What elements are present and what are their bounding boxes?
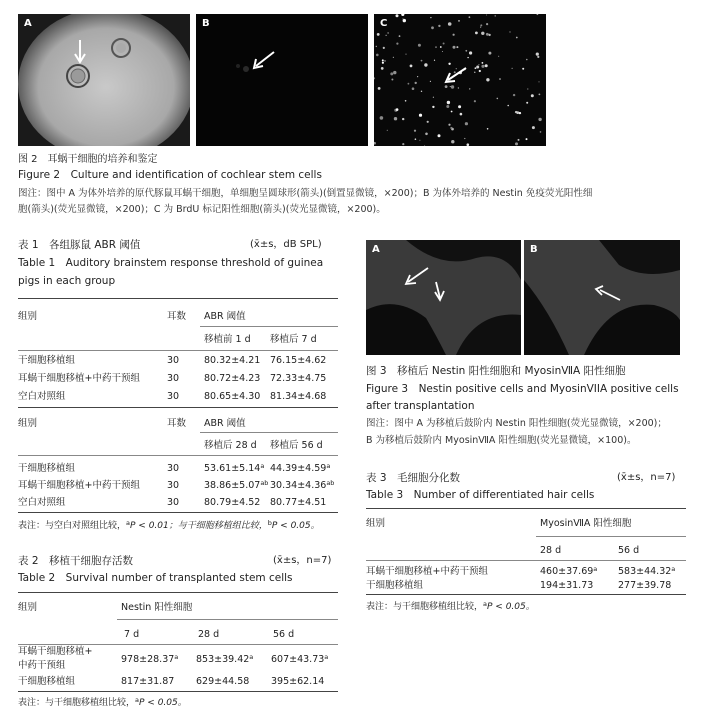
table2-row1-group-line2: 中药干预组 [18, 660, 66, 671]
table3-row1-v2: 583±44.32$^a$ [618, 565, 676, 577]
table2-sub-56d: 56 d [273, 629, 295, 640]
table2-sub-7d: 7 d [124, 629, 140, 640]
table1-col-group-2: 组别 [18, 418, 38, 429]
table2-col-head: Nestin 阳性细胞 [121, 602, 193, 613]
table3-col-group: 组别 [366, 518, 386, 529]
panel-label-a: A [24, 18, 32, 29]
table1-col-n: 耳数 [167, 311, 187, 322]
figure3-note-line2: B 为移植后鼓阶内 MyosinⅦA 阳性细胞(荧光显微镜，×100)。 [366, 435, 637, 446]
table1-sub1-b: 移植后 7 d [270, 334, 317, 345]
brdu-image [374, 14, 546, 146]
table1-row3-v2: 81.34±4.68 [270, 391, 327, 402]
table2-note: 表注：与干细胞移植组比较，$^a$P < 0.05。 [18, 696, 187, 708]
figure3-note-line1: 图注：图中 A 为移植后鼓阶内 Nestin 阳性细胞(荧光显微镜，×200)； [366, 418, 667, 429]
table2-row1-v1: 978±28.37$^a$ [121, 653, 179, 665]
table1-title-cn: 表 1 各组豚鼠 ABR 阈值 [18, 239, 141, 251]
table1-row1-group: 干细胞移植组 [18, 355, 76, 366]
fig3-panel-label-b: B [530, 244, 538, 255]
table3-title-cn: 表 3 毛细胞分化数 [366, 472, 461, 484]
figure2-caption-cn: 图 2 耳蜗干细胞的培养和鉴定 [18, 154, 158, 165]
table3-row1-group: 耳蜗干细胞移植+中药干预组 [366, 566, 488, 577]
nestin-tissue-image [366, 240, 521, 355]
table2-title-en: Table 2 Survival number of transplanted stem cells [18, 572, 293, 584]
table1-col-abr-2: ABR 阈值 [204, 418, 246, 429]
table3-note: 表注：与干细胞移植组比较，$^a$P < 0.05。 [366, 600, 535, 612]
table2-row1-v3: 607±43.73$^a$ [271, 653, 329, 665]
table3-sub-56d: 56 d [618, 545, 640, 556]
table1-row4-v1: 53.61±5.14$^a$ [204, 462, 265, 474]
panel-label-b: B [202, 18, 210, 29]
table1-row2-v2: 72.33±4.75 [270, 373, 327, 384]
figure3-panel-a [366, 240, 521, 355]
table3-title-en: Table 3 Number of differentiated hair cells [366, 489, 595, 501]
fluorescence-image [196, 14, 368, 146]
figure2-panel-a [18, 14, 190, 146]
table1-unit: (x̄±s，dB SPL) [250, 239, 322, 250]
table1-row5-v1: 38.86±5.07$^{ab}$ [204, 479, 269, 491]
table1-title-en-line1: Table 1 Auditory brainstem response threshold of guinea [18, 257, 324, 269]
figure2-panel-c [374, 14, 546, 146]
table1-row2-n: 30 [167, 373, 180, 384]
table1-col-abr: ABR 阈值 [204, 311, 246, 322]
table1-row4-group: 干细胞移植组 [18, 463, 76, 474]
table1-row6-v1: 80.79±4.52 [204, 497, 261, 508]
table1-row1-n: 30 [167, 355, 180, 366]
figure2-panel-b [196, 14, 368, 146]
phase-contrast-image [18, 14, 190, 146]
figure3-caption-en1: Figure 3 Nestin positive cells and MyosinVIIA positive cells [366, 383, 679, 395]
table1-row3-n: 30 [167, 391, 180, 402]
table1-row2-group: 耳蜗干细胞移植+中药干预组 [18, 373, 140, 384]
figure2-caption-en: Figure 2 Culture and identification of cochlear stem cells [18, 169, 322, 181]
table3-sub-28d: 28 d [540, 545, 562, 556]
table2-row2-group: 干细胞移植组 [18, 676, 76, 687]
table1-row1-v1: 80.32±4.21 [204, 355, 261, 366]
table1-row4-v2: 44.39±4.59$^a$ [270, 462, 331, 474]
table1-row6-v2: 80.77±4.51 [270, 497, 327, 508]
table1-row5-v2: 30.34±4.36$^{ab}$ [270, 479, 335, 491]
myosin-tissue-image [524, 240, 680, 355]
table1-row2-v1: 80.72±4.23 [204, 373, 261, 384]
figure3-panel-b [524, 240, 680, 355]
table3-unit: (x̄±s，n=7) [617, 472, 676, 483]
table1-sub1-a: 移植前 1 d [204, 334, 251, 345]
table2-row2-v1: 817±31.87 [121, 676, 175, 687]
table3-row2-v1: 194±31.73 [540, 580, 594, 591]
table1-row6-n: 30 [167, 497, 180, 508]
table1-col-group: 组别 [18, 311, 38, 322]
fig3-panel-label-a: A [372, 244, 380, 255]
table1-note: 表注：与空白对照组比较，$^a$P < 0.01；与干细胞移植组比较，$^b$P < 0.05。 [18, 519, 320, 531]
table1-row3-group: 空白对照组 [18, 391, 66, 402]
table1-row5-n: 30 [167, 480, 180, 491]
table1-sub2-a: 移植后 28 d [204, 440, 257, 451]
table1-row6-group: 空白对照组 [18, 497, 66, 508]
table2-row2-v2: 629±44.58 [196, 676, 250, 687]
table1-sub2-b: 移植后 56 d [270, 440, 323, 451]
table1-row3-v1: 80.65±4.30 [204, 391, 261, 402]
table2-unit: (x̄±s，n=7) [273, 555, 332, 566]
table1-row4-n: 30 [167, 463, 180, 474]
table3-row1-v1: 460±37.69$^a$ [540, 565, 598, 577]
table1-col-n-2: 耳数 [167, 418, 187, 429]
table2-col-group: 组别 [18, 602, 38, 613]
figure2-note-line1: 图注：图中 A 为体外培养的原代豚鼠耳蜗干细胞，单细胞呈圆球形(箭头)(倒置显微镜，×200)；B 为体外培养的 Nestin 免疫荧光阳性细 [18, 188, 593, 199]
table2-title-cn: 表 2 移植干细胞存活数 [18, 555, 134, 567]
table3-row2-group: 干细胞移植组 [366, 580, 424, 591]
figure3-caption-en2: after transplantation [366, 400, 475, 412]
table3-col-head: MyosinⅦA 阳性细胞 [540, 518, 632, 529]
table2-row2-v3: 395±62.14 [271, 676, 325, 687]
table2-row1-v2: 853±39.42$^a$ [196, 653, 254, 665]
figure2-note-line2: 胞(箭头)(荧光显微镜，×200)；C 为 BrdU 标记阳性细胞(箭头)(荧光显微镜，×200)。 [18, 204, 386, 215]
table2-row1-group-line1: 耳蜗干细胞移植+ [18, 646, 93, 657]
table1-row5-group: 耳蜗干细胞移植+中药干预组 [18, 480, 140, 491]
table1-title-en-line2: pigs in each group [18, 275, 116, 287]
panel-label-c: C [380, 18, 388, 29]
table2-sub-28d: 28 d [198, 629, 220, 640]
table3-row2-v2: 277±39.78 [618, 580, 672, 591]
table1-row1-v2: 76.15±4.62 [270, 355, 327, 366]
figure3-caption-cn: 图 3 移植后 Nestin 阳性细胞和 MyosinⅦA 阳性细胞 [366, 365, 626, 377]
